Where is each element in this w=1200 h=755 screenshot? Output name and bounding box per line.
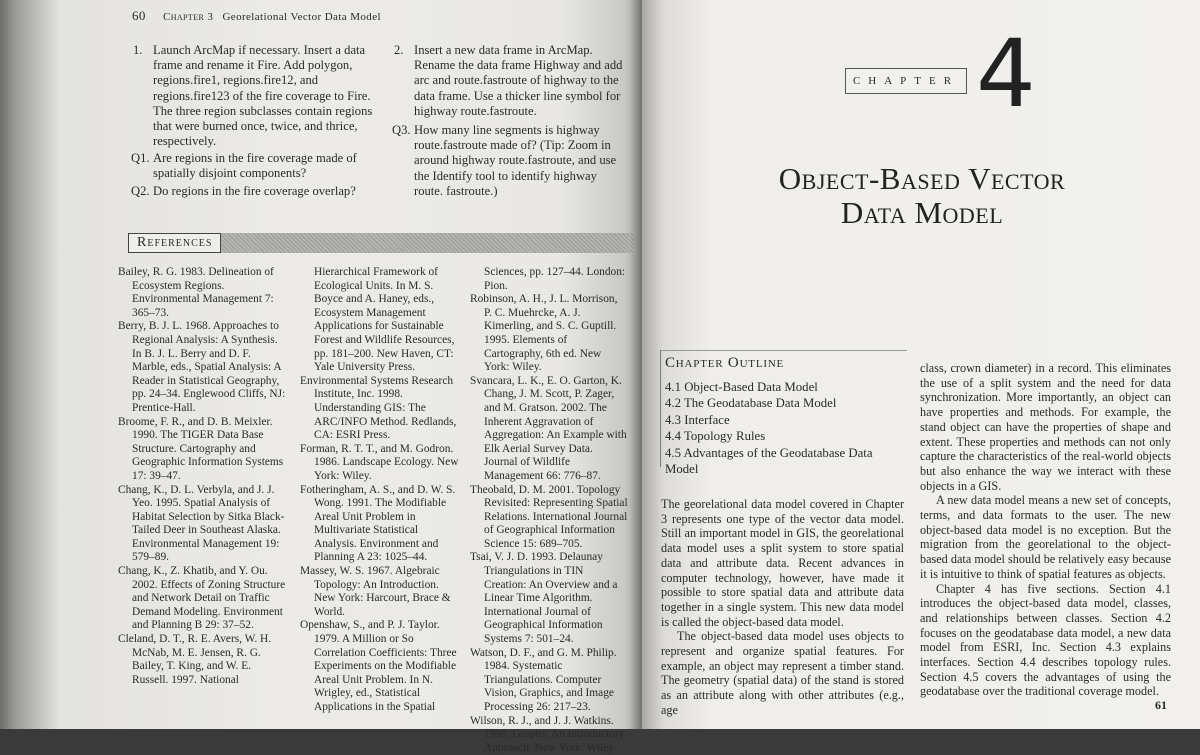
gutter-shadow	[630, 0, 642, 729]
chapter-title	[702, 162, 1142, 230]
step-1-text: Launch ArcMap if necessary. Insert a data frame and rename it Fire. Add polygon, regions.fire1, regions.fire12, and regions.fire123 of the fire coverage to Fire. The three region subclasses contain regions that were burned once, twice, and thrice, respectively.	[153, 43, 373, 149]
running-head-chapter: Chapter 3	[162, 11, 214, 23]
exercise-step-2	[394, 43, 626, 119]
reference-entry: Bailey, R. G. 1983. Delineation of Ecosystem Regions. Environmental Management 7: 365–73.	[118, 266, 274, 319]
outline-item: 4.4 Topology Rules	[665, 429, 766, 444]
reference-entry: Openshaw, S., and P. J. Taylor. 1979. A Million or So Correlation Coefficients: Three Experiments on the Modifiable Areal Unit Problem. In N. Wrigley, ed., Statistical Applications in the Spatial	[300, 619, 457, 713]
reference-entry: Robinson, A. H., J. L. Morrison, P. C. Muehrcke, A. J. Kimerling, and S. C. Guptill. 1995. Elements of Cartography, 6th ed. New York: Wiley.	[470, 293, 618, 374]
q1-text: Are regions in the fire coverage made of spatially disjoint components?	[153, 151, 357, 181]
step-1-number: 1.	[133, 43, 143, 57]
q3-text: How many line segments is highway route.fastroute made of? (Tip: Zoom in around highway route.fastroute, and use the Identify tool to identify highway route. fastroute.)	[414, 123, 617, 198]
running-head	[132, 8, 381, 24]
step-2-text: Insert a new data frame in ArcMap. Rename the data frame Highway and add arc and route.fastroute of highway to the data frame. Use a thicker line symbol for highway route.fastroute.	[414, 43, 623, 118]
body-paragraph: A new data model means a new set of concepts, terms, and data formats to the user. The new object-based data model is no exception. But the migration from the georelational to the object-based data model should be relatively easy because it is intuitive to think of spatial features as objects.	[920, 493, 1171, 581]
step-2-number: 2.	[394, 43, 404, 57]
reference-entry: Hierarchical Framework of Ecological Units. In M. S. Boyce and A. Haney, eds., Ecosystem Management Applications for Sustainable Forest and Wildlife Resources, pp. 181–200. New Haven, CT: Yale University Press.	[314, 266, 455, 374]
reference-entry: Svancara, L. K., E. O. Garton, K. Chang, J. M. Scott, P. Zager, and M. Gratson. 2002. The Inherent Aggravation of Aggregation: An Example with Elk Aerial Survey Data. Journal of Wildlife Management 66: 776–87.	[470, 374, 627, 482]
chapter-label-box	[845, 68, 967, 94]
left-page-number: 60	[132, 8, 146, 23]
outline-item: 4.3 Interface	[665, 412, 730, 427]
outline-heading: Chapter Outline	[665, 355, 785, 371]
q2-text: Do regions in the fire coverage overlap?	[153, 184, 356, 198]
reference-entry: Watson, D. F., and G. M. Philip. 1984. Systematic Triangulations. Computer Vision, Graphics, and Image Processing 26: 217–23.	[470, 646, 617, 713]
outline-item: 4.1 Object-Based Data Model	[665, 380, 818, 394]
right-page-number: 61	[1155, 698, 1167, 712]
outline-item: 4.2 The Geodatabase Data Model	[665, 396, 837, 411]
exercise-step-1	[133, 43, 381, 149]
reference-entry: Sciences, pp. 127–44. London: Pion.	[484, 266, 626, 292]
reference-entry: Theobald, D. M. 2001. Topology Revisited: Representing Spatial Relations. International Journal of Geographical Information Science 15: 689–705.	[470, 483, 628, 550]
reference-entry: Broome, F. R., and D. B. Meixler. 1990. The TIGER Data Base Structure. Cartography and Geographic Information Systems 17: 39–47.	[118, 415, 284, 482]
right-page	[642, 0, 1200, 729]
references-heading: References	[128, 233, 221, 253]
chapter-label: CHAPTER	[852, 75, 960, 87]
reference-entry: Environmental Systems Research Institute, Inc. 1998. Understanding GIS: The ARC/INFO Method. Redlands, CA: ESRI Press.	[300, 374, 457, 442]
chapter-number: 4	[976, 20, 1036, 129]
chapter-title-line-2: Data Model	[840, 195, 1004, 230]
body-column-1	[661, 497, 904, 718]
q2-number: Q2.	[131, 184, 150, 198]
reference-entry: Fotheringham, A. S., and D. W. S. Wong. 1991. The Modifiable Areal Unit Problem in Multivariate Statistical Analysis. Environment and Planning A 23: 1025–44.	[300, 483, 456, 564]
q3-number: Q3.	[392, 123, 411, 137]
references-column-2	[300, 266, 462, 715]
outline-item: 4.5 Advantages of the Geodatabase Data Model	[665, 445, 873, 477]
reference-entry: Chang, K., D. L. Verbyla, and J. J. Yeo. 1995. Spatial Analysis of Habitat Selection by Sitka Black-Tailed Deer in Southeast Alaska. Environmental Management 19: 579–89.	[118, 483, 285, 564]
reference-entry: Wilson, R. J., and J. J. Watkins. 1990. Graphs: An Introductory Approach. New York: Wiley.	[470, 714, 625, 754]
reference-entry: Forman, R. T. T., and M. Godron. 1986. Landscape Ecology. New York: Wiley.	[300, 442, 459, 482]
body-paragraph: class, crown diameter) in a record. This eliminates the use of a split system and the need for data synchronization. More importantly, an object can have properties and methods. For example, the stand object can have the properties of shape and extent. These properties and methods can not only capture the characteristics of the real-world objects but also enhance the way we interact with these objects in a GIS.	[920, 361, 1171, 493]
question-q3	[392, 123, 626, 199]
question-q1	[131, 151, 381, 181]
references-bar	[128, 233, 634, 253]
outline-list	[661, 372, 907, 477]
body-paragraph: Chapter 4 has five sections. Section 4.1 introduces the object-based data model, classes, and relationships between classes. Section 4.2 focuses on the geodatabase data model, a new data model from ESRI, Inc. Section 4.3 explains interfaces. Section 4.4 describes topology rules. Section 4.5 covers the advantages of using the geodatabase over the traditional coverage model.	[920, 581, 1171, 699]
references-column-3	[470, 266, 628, 755]
reference-entry: Berry, B. J. L. 1968. Approaches to Regional Analysis: A Synthesis. In B. J. L. Berry and D. F. Marble, eds., Spatial Analysis: A Reader in Statistical Geography, pp. 24–34. Englewood Cliffs, NJ: Prentice-Hall.	[118, 320, 286, 414]
question-q2	[131, 184, 381, 199]
chapter-outline-box	[660, 350, 907, 477]
reference-entry: Massey, W. S. 1967. Algebraic Topology: An Introduction. New York: Harcourt, Brace & World.	[300, 565, 451, 618]
reference-entry: Chang, K., Z. Khatib, and Y. Ou. 2002. Effects of Zoning Structure and Network Detail on Traffic Demand Modeling. Environment and Planning B 29: 37–52.	[118, 565, 286, 632]
body-paragraph: The georelational data model covered in Chapter 3 represents one type of the vector data model. Still an important model in GIS, the georelational data model uses a split system to store spatial data and attribute data. Recent advances in computer technology, however, have made it possible to store spatial data and attribute data together in a single system. This new data model is called the object-based data model.	[661, 497, 904, 629]
references-column-1	[118, 266, 288, 687]
running-head-title: Georelational Vector Data Model	[222, 11, 381, 23]
reference-entry: Tsai, V. J. D. 1993. Delaunay Triangulations in TIN Creation: An Overview and a Linear Time Algorithm. International Journal of Geographical Information Systems 7: 501–24.	[470, 551, 618, 646]
body-column-2	[920, 361, 1171, 699]
reference-entry: Cleland, D. T., R. E. Avers, W. H. McNab, M. E. Jensen, R. G. Bailey, T. King, and W. E. Russell. 1997. National	[118, 633, 272, 686]
body-paragraph: The object-based data model uses objects to represent and organize spatial features. For example, an object may represent a timber stand. The geometry (spatial data) of the stand is stored as an attribute along with other attributes (e.g., age	[661, 629, 904, 717]
q1-number: Q1.	[131, 151, 150, 165]
chapter-title-line-1: Object-Based Vector	[778, 161, 1066, 196]
